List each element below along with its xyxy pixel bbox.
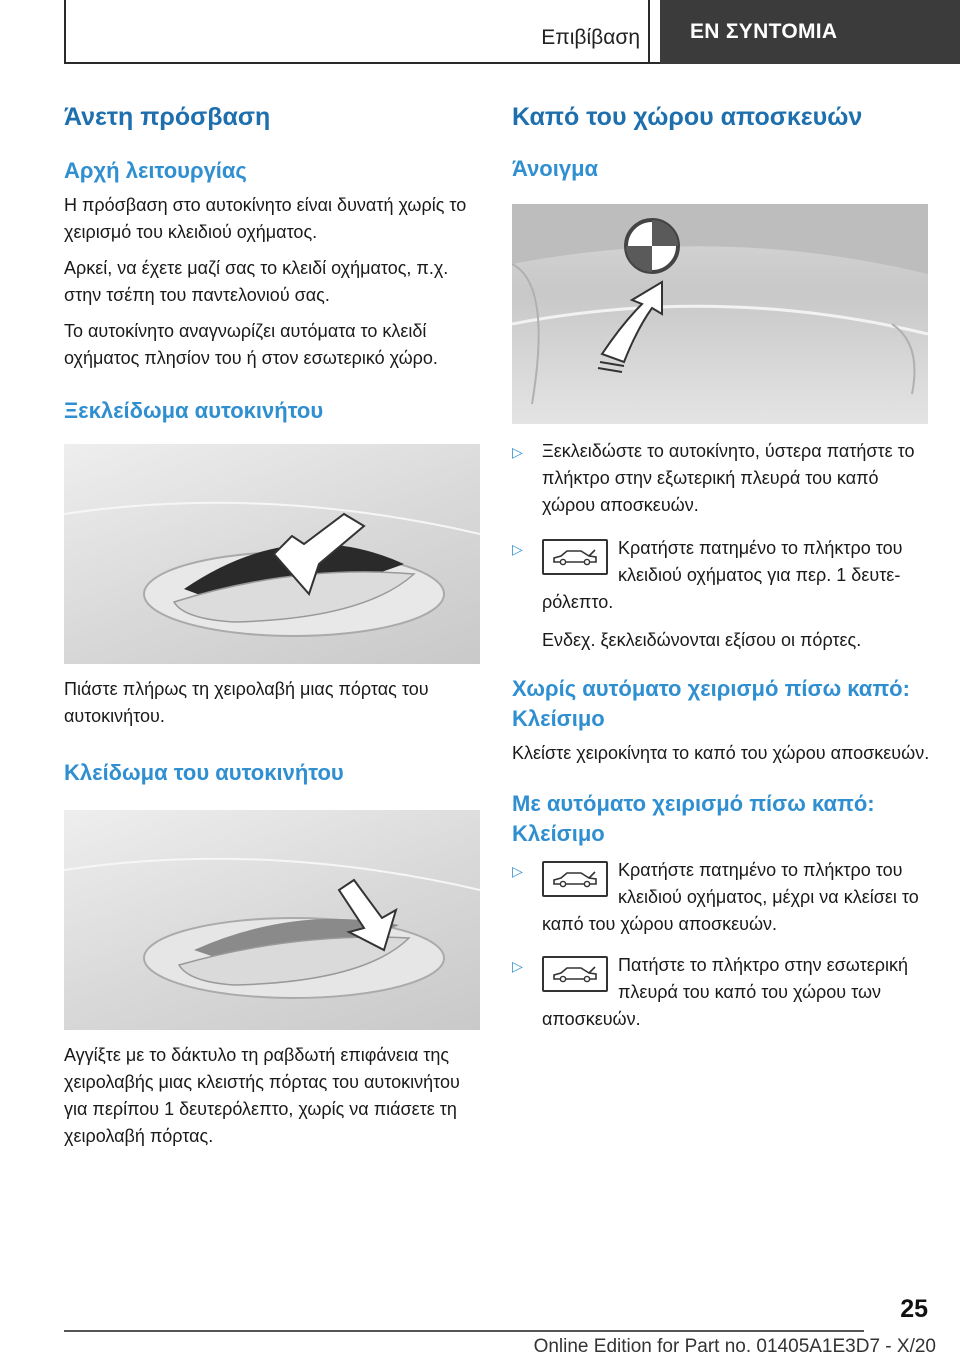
principle-text-3: Το αυτοκίνητο αναγνωρίζει αυτόματα το κλειδί οχήματος πλησίον του ή στον εσωτερικό χώρο. bbox=[64, 321, 438, 368]
open-step-2 bbox=[512, 535, 930, 616]
header-section-title[interactable]: Επιβίβαση bbox=[541, 26, 640, 49]
header-rule-left bbox=[64, 0, 66, 64]
unlock-text: Πιάστε πλήρως τη χειρολαβή μιας πόρτας του αυτοκινήτου. bbox=[64, 679, 429, 726]
open-step-2-note: Ενδεχ. ξεκλειδώνονται εξίσου οι πόρτες. bbox=[542, 630, 862, 650]
footer-edition-text: Online Edition for Part no. 01405A1E3D7 - X/20 bbox=[533, 1336, 936, 1357]
close-step-1 bbox=[512, 857, 930, 938]
opening-heading: Άνοιγμα bbox=[512, 156, 599, 181]
principle-text-2: Αρκεί, να έχετε μαζί σας το κλειδί οχήματος, π.χ. στην τσέπη του παντελονιού σας. bbox=[64, 258, 449, 305]
tailgate-button-image bbox=[512, 204, 928, 424]
open-step-2-text: Κρατήστε πατημένο το πλήκτρο του κλειδιού οχήματος για περ. 1 δευτερόλεπτο. bbox=[542, 538, 903, 612]
manual-close-text: Κλείστε χειροκίνητα το καπό του χώρου αποσκευών. bbox=[512, 743, 930, 763]
header-rule-bottom bbox=[64, 62, 660, 64]
car-trunk-key-icon bbox=[542, 861, 608, 897]
left-column bbox=[64, 100, 482, 1150]
principle-heading: Αρχή λειτουργίας bbox=[64, 158, 247, 183]
comfort-access-title: Άνετη πρόσβαση bbox=[64, 103, 271, 131]
triangle-right-icon: ▷ bbox=[512, 444, 523, 460]
door-handle-touch-image bbox=[64, 810, 480, 1030]
right-column bbox=[512, 100, 930, 1033]
principle-text-1: Η πρόσβαση στο αυτοκίνητο είναι δυνατή χωρίς το χειρισμό του κλειδιού οχήματος. bbox=[64, 195, 467, 242]
close-step-2-text: Πατήστε το πλήκτρο στην εσωτερική πλευρά του καπό του χώρου των αποσκευών. bbox=[542, 955, 908, 1029]
triangle-right-icon: ▷ bbox=[512, 541, 523, 557]
unlock-heading: Ξεκλείδωμα αυτοκινήτου bbox=[64, 398, 324, 423]
car-trunk-key-icon bbox=[542, 539, 608, 575]
car-trunk-key-icon bbox=[542, 956, 608, 992]
open-step-1-text: Ξεκλειδώστε το αυτοκίνητο, ύστερα πατήστε το πλήκτρο στην εξωτερική πλευρά του καπό χώρου αποσκευών. bbox=[542, 441, 915, 515]
lock-text: Αγγίξτε με το δάκτυλο τη ραβδωτή επιφάνεια της χειρολαβής μιας κλειστής πόρτας του αυτοκινήτου για περίπου 1 δευτερόλεπτο, χωρίς να πιάσετε τη χειρολαβή πόρτας. bbox=[64, 1045, 460, 1146]
close-step-2 bbox=[512, 952, 930, 1033]
footer-rule bbox=[64, 1330, 864, 1332]
tailgate-title: Καπό του χώρου αποσκευών bbox=[512, 103, 863, 131]
close-step-1-text: Κρατήστε πατημένο το πλήκτρο του κλειδιού οχήματος, μέχρι να κλείσει το καπό του χώρου αποσκευών. bbox=[542, 860, 919, 934]
triangle-right-icon: ▷ bbox=[512, 863, 523, 879]
header-rule-mid bbox=[648, 0, 650, 64]
lock-heading: Κλείδωμα του αυτοκινήτου bbox=[64, 760, 344, 785]
door-handle-grip-image bbox=[64, 444, 480, 664]
triangle-right-icon: ▷ bbox=[512, 958, 523, 974]
open-step-1 bbox=[512, 438, 930, 519]
manual-close-heading: Χωρίς αυτόματο χειρισμό πίσω καπό: Κλείσιμο bbox=[512, 676, 910, 731]
auto-close-heading: Με αυτόματο χειρισμό πίσω καπό: Κλείσιμο bbox=[512, 791, 875, 846]
header-chapter-tab[interactable]: ΕΝ ΣΥΝΤΟΜΙΑ bbox=[660, 0, 960, 64]
page-number: 25 bbox=[900, 1295, 928, 1323]
